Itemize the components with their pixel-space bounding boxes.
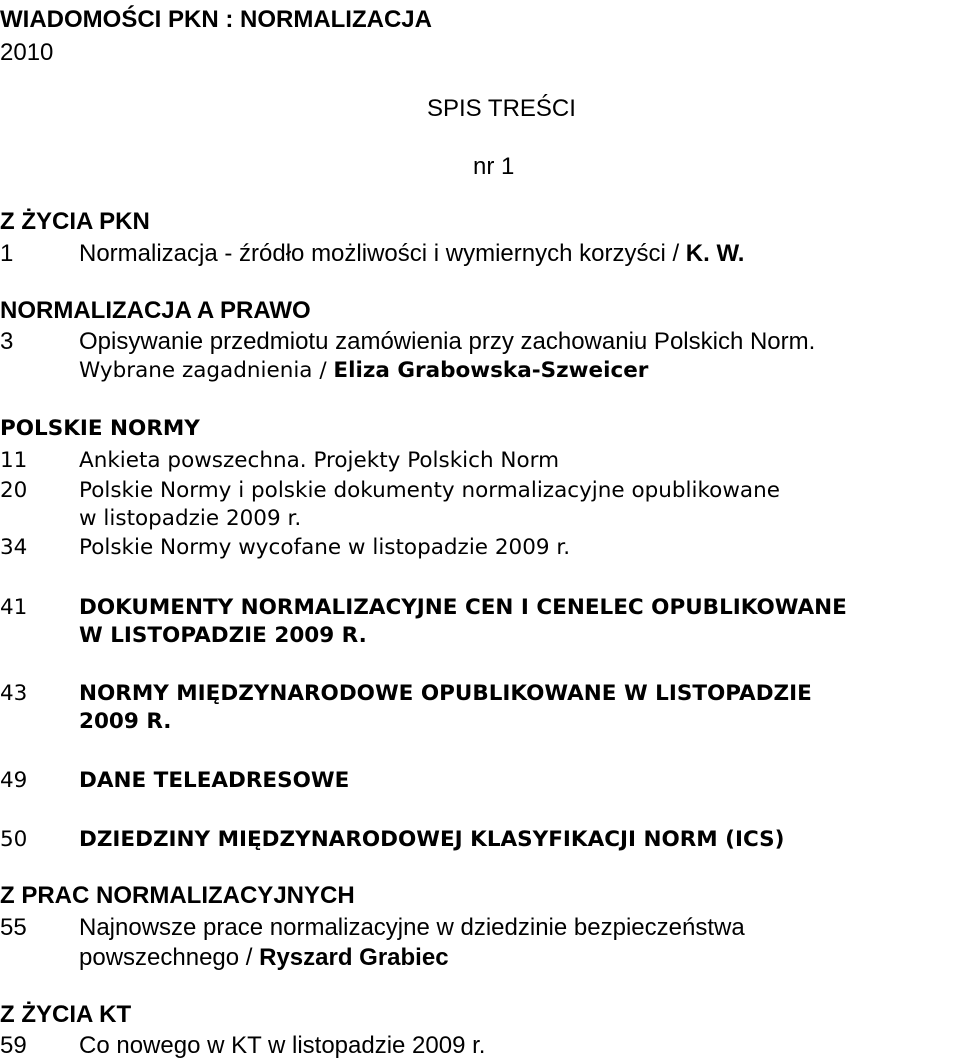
toc-entry-title-line1: Najnowsze prace normalizacyjne w dziedzinie bezpieczeństwa — [79, 914, 745, 941]
toc-entry-title-line1: DOKUMENTY NORMALIZACYJNE CEN I CENELEC OPUBLIKOWANE — [79, 595, 847, 620]
toc-entry-title: DANE TELEADRESOWE — [79, 768, 350, 793]
toc-entry-title-line2: Wybrane zagadnienia / Eliza Grabowska-Szweicer — [79, 358, 649, 383]
toc-entry-title: Ankieta powszechna. Projekty Polskich Norm — [79, 448, 560, 473]
toc-entry-title: Normalizacja - źródło możliwości i wymiernych korzyści / K. W. — [79, 240, 745, 267]
toc-entry-title-line2: 2009 R. — [79, 709, 172, 734]
section-heading-zycia-pkn: Z ŻYCIA PKN — [0, 208, 150, 235]
toc-entry-title-line2: W LISTOPADZIE 2009 R. — [79, 623, 367, 648]
toc-page-number: 3 — [0, 328, 14, 355]
section-heading-z-prac-normalizacyjnych: Z PRAC NORMALIZACYJNYCH — [0, 882, 355, 909]
toc-entry-title-line1: NORMY MIĘDZYNARODOWE OPUBLIKOWANE W LISTOPADZIE — [79, 681, 812, 706]
section-heading-normalizacja-a-prawo: NORMALIZACJA A PRAWO — [0, 297, 311, 324]
toc-page-number: 34 — [0, 535, 28, 560]
toc-entry-title-line1: Polskie Normy i polskie dokumenty normalizacyjne opublikowane — [79, 478, 780, 503]
toc-page-number: 11 — [0, 448, 28, 473]
document-year: 2010 — [0, 39, 54, 66]
document-title: WIADOMOŚCI PKN : NORMALIZACJA — [0, 6, 432, 33]
toc-page-number: 49 — [0, 768, 28, 793]
toc-entry-title-line2: powszechnego / Ryszard Grabiec — [79, 944, 449, 971]
toc-page-number: 41 — [0, 595, 28, 620]
toc-page-number: 1 — [0, 240, 14, 267]
toc-entry-title-line2: w listopadzie 2009 r. — [79, 506, 302, 531]
toc-entry-author: Ryszard Grabiec — [259, 944, 449, 971]
toc-page-number: 55 — [0, 914, 27, 941]
section-heading-polskie-normy: POLSKIE NORMY — [0, 416, 200, 441]
toc-page-number: 59 — [0, 1032, 27, 1059]
toc-entry-title: Polskie Normy wycofane w listopadzie 2009 r. — [79, 535, 571, 560]
toc-page-number: 50 — [0, 827, 28, 852]
toc-heading: SPIS TREŚCI — [427, 95, 576, 122]
toc-entry-title-line1: Opisywanie przedmiotu zamówienia przy zachowaniu Polskich Norm. — [79, 328, 816, 355]
toc-entry-author: Eliza Grabowska-Szweicer — [333, 358, 649, 383]
toc-entry-author: K. W. — [685, 240, 745, 267]
issue-number: nr 1 — [473, 153, 515, 180]
toc-page-number: 43 — [0, 681, 28, 706]
section-heading-zycia-kt: Z ŻYCIA KT — [0, 1001, 132, 1028]
toc-page-number: 20 — [0, 478, 28, 503]
toc-entry-title: Co nowego w KT w listopadzie 2009 r. — [79, 1032, 486, 1059]
toc-entry-title: DZIEDZINY MIĘDZYNARODOWEJ KLASYFIKACJI NORM (ICS) — [79, 827, 785, 852]
